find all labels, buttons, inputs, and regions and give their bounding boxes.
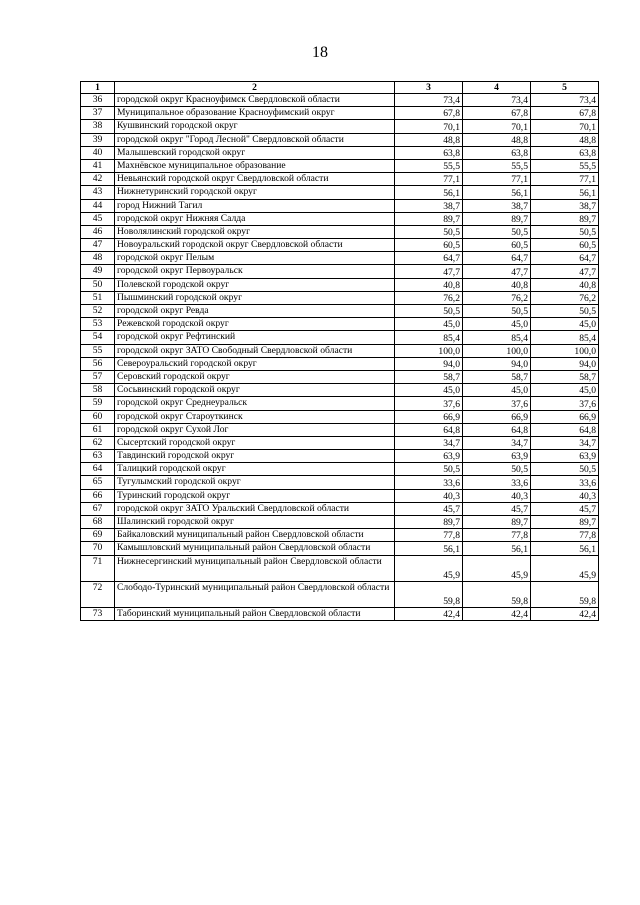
value-cell-col3: 89,7 [395,212,463,225]
municipality-name-cell: Байкаловский муниципальный район Свердловской области [115,529,395,542]
column-header-4: 4 [463,82,531,94]
value-cell-col3: 85,4 [395,331,463,344]
value-cell-col4: 67,8 [463,107,531,120]
municipality-name-cell: городской округ Староуткинск [115,410,395,423]
value-cell-col5: 76,2 [531,291,599,304]
value-cell-col3: 45,9 [395,555,463,581]
value-cell-col5: 63,9 [531,450,599,463]
value-cell-col5: 50,5 [531,225,599,238]
table-row [81,370,599,383]
row-number-cell: 70 [81,542,115,555]
value-cell-col4: 66,9 [463,410,531,423]
value-cell-col4: 85,4 [463,331,531,344]
value-cell-col3: 45,7 [395,502,463,515]
row-number-cell: 55 [81,344,115,357]
table-row [81,489,599,502]
value-cell-col5: 47,7 [531,265,599,278]
value-cell-col3: 56,1 [395,186,463,199]
table-row [81,133,599,146]
value-cell-col4: 38,7 [463,199,531,212]
value-cell-col4: 77,1 [463,173,531,186]
row-number-cell: 37 [81,107,115,120]
row-number-cell: 49 [81,265,115,278]
value-cell-col4: 58,7 [463,370,531,383]
value-cell-col4: 34,7 [463,436,531,449]
row-number-cell: 60 [81,410,115,423]
value-cell-col3: 45,0 [395,318,463,331]
value-cell-col5: 48,8 [531,133,599,146]
municipality-name-cell: городской округ Рефтинский [115,331,395,344]
row-number-cell: 59 [81,397,115,410]
value-cell-col5: 89,7 [531,516,599,529]
value-cell-col4: 64,7 [463,252,531,265]
row-number-cell: 68 [81,516,115,529]
value-cell-col5: 45,9 [531,555,599,581]
value-cell-col3: 73,4 [395,94,463,107]
value-cell-col3: 58,7 [395,370,463,383]
table-row [81,476,599,489]
value-cell-col3: 94,0 [395,357,463,370]
row-number-cell: 52 [81,305,115,318]
row-number-cell: 73 [81,607,115,620]
value-cell-col5: 77,8 [531,529,599,542]
value-cell-col3: 47,7 [395,265,463,278]
value-cell-col5: 56,1 [531,542,599,555]
value-cell-col4: 50,5 [463,305,531,318]
municipality-name-cell: Нижнесергинский муниципальный район Свердловской области [115,555,395,581]
row-number-cell: 58 [81,384,115,397]
table-row [81,529,599,542]
municipality-name-cell: городской округ Сухой Лог [115,423,395,436]
table-row [81,173,599,186]
value-cell-col5: 42,4 [531,607,599,620]
row-number-cell: 63 [81,450,115,463]
value-cell-col4: 59,8 [463,581,531,607]
municipality-name-cell: Муниципальное образование Красноуфимский округ [115,107,395,120]
row-number-cell: 54 [81,331,115,344]
municipality-name-cell: Невьянский городской округ Свердловской области [115,173,395,186]
value-cell-col4: 56,1 [463,542,531,555]
table-row [81,357,599,370]
row-number-cell: 57 [81,370,115,383]
table-row [81,436,599,449]
table-row [81,305,599,318]
table-row [81,344,599,357]
municipality-name-cell: Камышловский муниципальный район Свердловской области [115,542,395,555]
value-cell-col4: 48,8 [463,133,531,146]
column-header-5: 5 [531,82,599,94]
value-cell-col4: 63,9 [463,450,531,463]
municipality-name-cell: Полевской городской округ [115,278,395,291]
row-number-cell: 43 [81,186,115,199]
value-cell-col3: 50,5 [395,463,463,476]
value-cell-col3: 48,8 [395,133,463,146]
row-number-cell: 48 [81,252,115,265]
row-number-cell: 67 [81,502,115,515]
value-cell-col4: 33,6 [463,476,531,489]
table-header-row [81,82,599,94]
table-row [81,107,599,120]
value-cell-col3: 76,2 [395,291,463,304]
value-cell-col5: 56,1 [531,186,599,199]
municipality-name-cell: Режевской городской округ [115,318,395,331]
municipality-name-cell: Серовский городской округ [115,370,395,383]
value-cell-col5: 89,7 [531,212,599,225]
value-cell-col5: 64,7 [531,252,599,265]
value-cell-col4: 94,0 [463,357,531,370]
value-cell-col5: 70,1 [531,120,599,133]
column-header-2: 2 [115,82,395,94]
value-cell-col4: 50,5 [463,463,531,476]
municipality-name-cell: Новоуральский городской округ Свердловской области [115,239,395,252]
table-row [81,94,599,107]
value-cell-col3: 70,1 [395,120,463,133]
value-cell-col3: 89,7 [395,516,463,529]
value-cell-col3: 56,1 [395,542,463,555]
value-cell-col3: 42,4 [395,607,463,620]
value-cell-col4: 45,9 [463,555,531,581]
value-cell-col4: 55,5 [463,159,531,172]
row-number-cell: 41 [81,159,115,172]
table-row [81,397,599,410]
table-row [81,410,599,423]
value-cell-col4: 89,7 [463,212,531,225]
value-cell-col5: 66,9 [531,410,599,423]
value-cell-col5: 58,7 [531,370,599,383]
value-cell-col5: 63,8 [531,146,599,159]
table-row [81,239,599,252]
table-row [81,199,599,212]
table-row [81,607,599,620]
row-number-cell: 51 [81,291,115,304]
table-row [81,581,599,607]
value-cell-col4: 50,5 [463,225,531,238]
value-cell-col3: 63,8 [395,146,463,159]
value-cell-col3: 45,0 [395,384,463,397]
value-cell-col4: 76,2 [463,291,531,304]
municipality-name-cell: Пышминский городской округ [115,291,395,304]
value-cell-col4: 89,7 [463,516,531,529]
table-row [81,278,599,291]
value-cell-col4: 63,8 [463,146,531,159]
municipality-name-cell: Тавдинский городской округ [115,450,395,463]
municipality-name-cell: городской округ Красноуфимск Свердловской области [115,94,395,107]
row-number-cell: 47 [81,239,115,252]
value-cell-col4: 73,4 [463,94,531,107]
municipality-name-cell: Малышевский городской округ [115,146,395,159]
value-cell-col4: 60,5 [463,239,531,252]
value-cell-col3: 77,8 [395,529,463,542]
value-cell-col5: 64,8 [531,423,599,436]
row-number-cell: 39 [81,133,115,146]
table-row [81,423,599,436]
table-row [81,212,599,225]
table-row [81,265,599,278]
table-row [81,331,599,344]
municipality-name-cell: Кушвинский городской округ [115,120,395,133]
value-cell-col3: 33,6 [395,476,463,489]
municipality-name-cell: Сысертский городской округ [115,436,395,449]
table-row [81,146,599,159]
value-cell-col5: 50,5 [531,305,599,318]
row-number-cell: 46 [81,225,115,238]
value-cell-col4: 45,0 [463,384,531,397]
value-cell-col3: 55,5 [395,159,463,172]
table-row [81,120,599,133]
row-number-cell: 56 [81,357,115,370]
municipality-name-cell: Новолялинский городской округ [115,225,395,238]
value-cell-col3: 38,7 [395,199,463,212]
value-cell-col3: 37,6 [395,397,463,410]
value-cell-col4: 45,7 [463,502,531,515]
value-cell-col4: 42,4 [463,607,531,620]
municipality-name-cell: Нижнетуринский городской округ [115,186,395,199]
row-number-cell: 71 [81,555,115,581]
value-cell-col4: 64,8 [463,423,531,436]
municipality-name-cell: городской округ "Город Лесной" Свердловской области [115,133,395,146]
value-cell-col4: 40,3 [463,489,531,502]
value-cell-col5: 33,6 [531,476,599,489]
municipality-name-cell: городской округ ЗАТО Уральский Свердловской области [115,502,395,515]
municipality-name-cell: Туринский городской округ [115,489,395,502]
table-row [81,159,599,172]
row-number-cell: 38 [81,120,115,133]
value-cell-col3: 60,5 [395,239,463,252]
row-number-cell: 65 [81,476,115,489]
municipality-name-cell: городской округ Нижняя Салда [115,212,395,225]
municipality-name-cell: городской округ Ревда [115,305,395,318]
municipality-name-cell: городской округ ЗАТО Свободный Свердловской области [115,344,395,357]
row-number-cell: 42 [81,173,115,186]
value-cell-col3: 67,8 [395,107,463,120]
value-cell-col5: 73,4 [531,94,599,107]
municipality-name-cell: Слободо-Туринский муниципальный район Свердловской области [115,581,395,607]
value-cell-col4: 70,1 [463,120,531,133]
value-cell-col5: 34,7 [531,436,599,449]
table-row [81,555,599,581]
value-cell-col5: 55,5 [531,159,599,172]
value-cell-col5: 38,7 [531,199,599,212]
municipality-name-cell: городской округ Первоуральск [115,265,395,278]
row-number-cell: 36 [81,94,115,107]
value-cell-col3: 77,1 [395,173,463,186]
value-cell-col3: 66,9 [395,410,463,423]
column-header-3: 3 [395,82,463,94]
row-number-cell: 45 [81,212,115,225]
table-body [81,94,599,621]
value-cell-col4: 77,8 [463,529,531,542]
municipality-name-cell: городской округ Среднеуральск [115,397,395,410]
value-cell-col3: 63,9 [395,450,463,463]
table-row [81,318,599,331]
value-cell-col5: 67,8 [531,107,599,120]
table-row [81,186,599,199]
municipality-name-cell: Таборинский муниципальный район Свердловской области [115,607,395,620]
row-number-cell: 50 [81,278,115,291]
value-cell-col5: 45,7 [531,502,599,515]
value-cell-col5: 85,4 [531,331,599,344]
municipality-name-cell: городской округ Пелым [115,252,395,265]
value-cell-col3: 64,7 [395,252,463,265]
table-row [81,516,599,529]
value-cell-col5: 59,8 [531,581,599,607]
value-cell-col3: 40,3 [395,489,463,502]
table-row [81,384,599,397]
value-cell-col4: 40,8 [463,278,531,291]
column-header-1: 1 [81,82,115,94]
municipality-name-cell: Сосьвинский городской округ [115,384,395,397]
value-cell-col4: 45,0 [463,318,531,331]
municipality-name-cell: Махнёвское муниципальное образование [115,159,395,172]
row-number-cell: 72 [81,581,115,607]
municipality-name-cell: Шалинский городской округ [115,516,395,529]
row-number-cell: 53 [81,318,115,331]
value-cell-col3: 50,5 [395,225,463,238]
municipality-name-cell: Североуральский городской округ [115,357,395,370]
row-number-cell: 44 [81,199,115,212]
value-cell-col5: 40,3 [531,489,599,502]
row-number-cell: 69 [81,529,115,542]
table-row [81,225,599,238]
table-row [81,542,599,555]
municipality-name-cell: город Нижний Тагил [115,199,395,212]
value-cell-col3: 100,0 [395,344,463,357]
page-number: 18 [312,44,328,61]
value-cell-col5: 45,0 [531,318,599,331]
value-cell-col5: 60,5 [531,239,599,252]
value-cell-col5: 100,0 [531,344,599,357]
municipality-name-cell: Талицкий городской округ [115,463,395,476]
row-number-cell: 66 [81,489,115,502]
value-cell-col5: 77,1 [531,173,599,186]
row-number-cell: 62 [81,436,115,449]
value-cell-col4: 56,1 [463,186,531,199]
value-cell-col4: 37,6 [463,397,531,410]
value-cell-col5: 45,0 [531,384,599,397]
value-cell-col4: 100,0 [463,344,531,357]
data-table [80,81,599,621]
table-row [81,291,599,304]
table-row [81,502,599,515]
value-cell-col3: 50,5 [395,305,463,318]
value-cell-col5: 50,5 [531,463,599,476]
value-cell-col3: 64,8 [395,423,463,436]
table-row [81,252,599,265]
table-row [81,463,599,476]
row-number-cell: 64 [81,463,115,476]
value-cell-col5: 40,8 [531,278,599,291]
value-cell-col3: 34,7 [395,436,463,449]
table-row [81,450,599,463]
value-cell-col3: 59,8 [395,581,463,607]
row-number-cell: 40 [81,146,115,159]
value-cell-col5: 37,6 [531,397,599,410]
row-number-cell: 61 [81,423,115,436]
municipality-name-cell: Тугулымский городской округ [115,476,395,489]
value-cell-col4: 47,7 [463,265,531,278]
value-cell-col5: 94,0 [531,357,599,370]
value-cell-col3: 40,8 [395,278,463,291]
